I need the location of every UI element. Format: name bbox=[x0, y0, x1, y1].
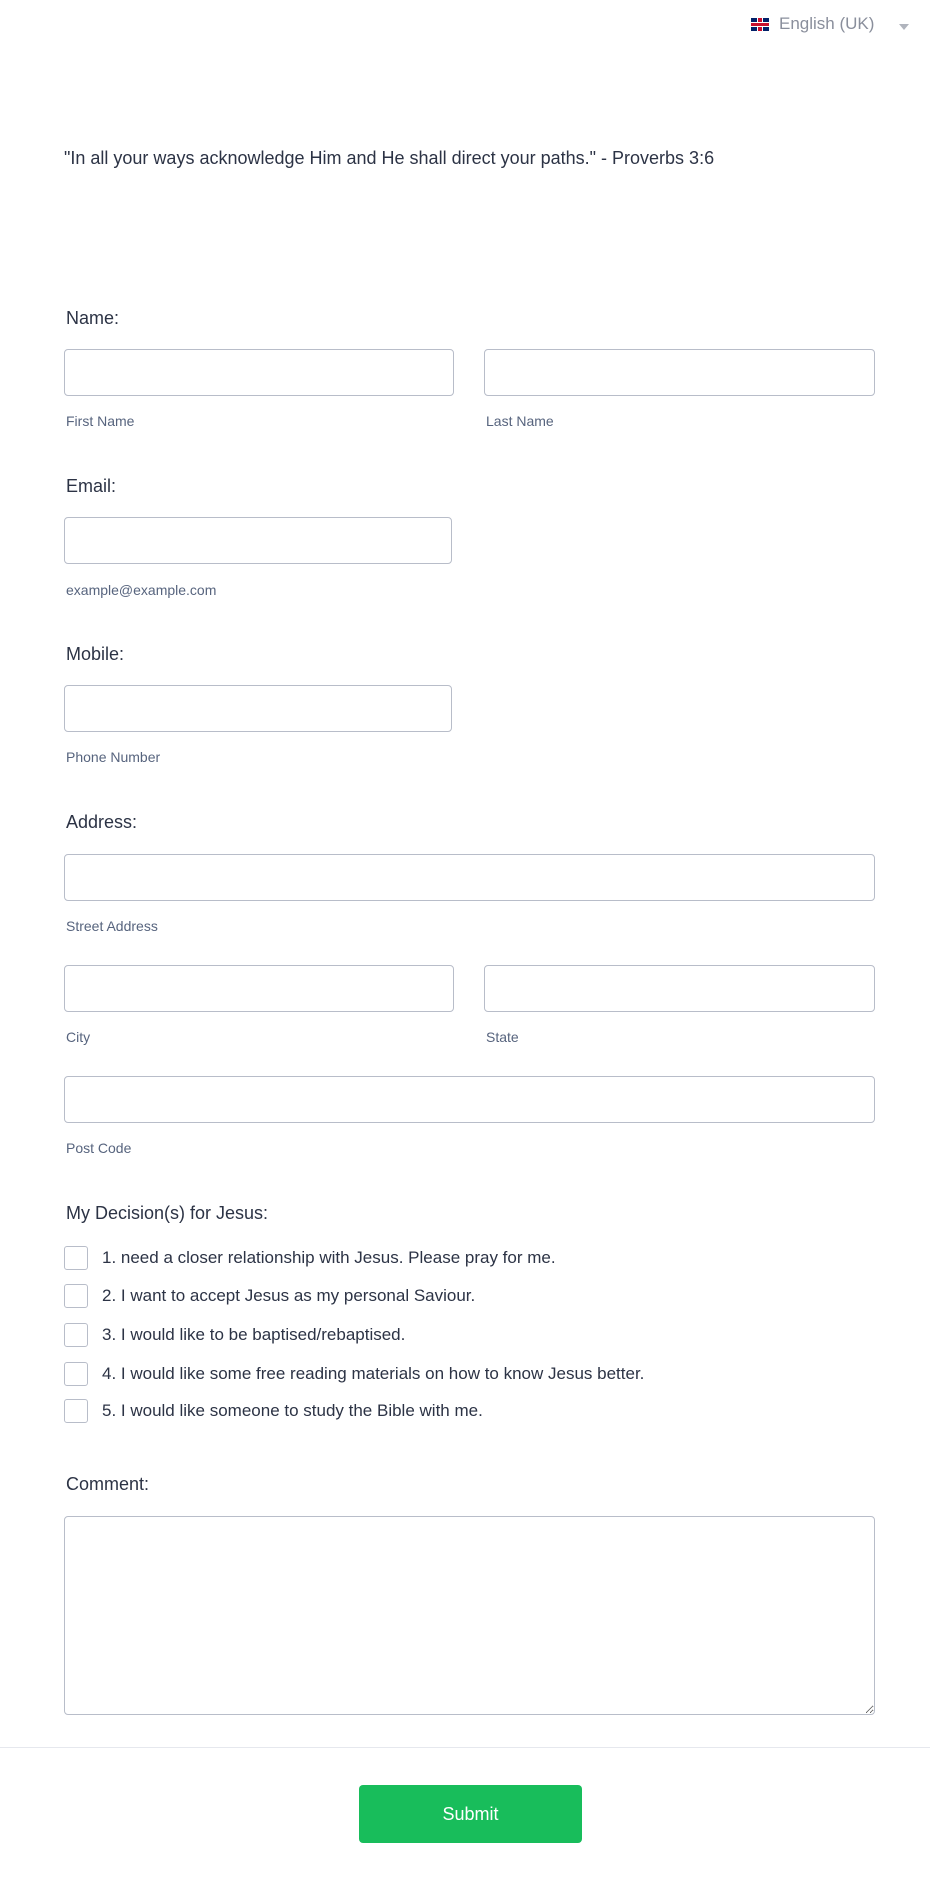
street-address-input[interactable] bbox=[64, 854, 875, 901]
option-label: 1. need a closer relationship with Jesus. Please pray for me. bbox=[102, 1248, 556, 1267]
decision-option[interactable] bbox=[64, 1246, 556, 1270]
checkbox[interactable] bbox=[64, 1323, 88, 1347]
option-label: 5. I would like someone to study the Bible with me. bbox=[102, 1401, 483, 1420]
language-label: English (UK) bbox=[779, 14, 875, 33]
post-code-input[interactable] bbox=[64, 1076, 875, 1123]
bible-quote: "In all your ways acknowledge Him and He shall direct your paths." - Proverbs 3:6 bbox=[64, 148, 715, 168]
state-input[interactable] bbox=[484, 965, 875, 1012]
uk-flag-icon bbox=[751, 18, 769, 31]
decision-option[interactable] bbox=[64, 1284, 475, 1308]
post-code-sublabel: Post Code bbox=[66, 1140, 132, 1156]
decision-option[interactable] bbox=[64, 1362, 644, 1386]
option-label: 3. I would like to be baptised/rebaptised. bbox=[102, 1325, 406, 1344]
decisions-label: My Decision(s) for Jesus: bbox=[66, 1203, 269, 1223]
street-address-sublabel: Street Address bbox=[66, 918, 158, 934]
option-label: 4. I would like some free reading materials on how to know Jesus better. bbox=[102, 1364, 645, 1383]
first-name-input[interactable] bbox=[64, 349, 454, 396]
chevron-down-icon[interactable] bbox=[899, 24, 909, 30]
email-label: Email: bbox=[66, 476, 117, 496]
city-sublabel: City bbox=[66, 1029, 91, 1045]
first-name-sublabel: First Name bbox=[66, 413, 135, 429]
checkbox[interactable] bbox=[64, 1362, 88, 1386]
name-label: Name: bbox=[66, 308, 120, 328]
state-sublabel: State bbox=[486, 1029, 519, 1045]
email-sublabel: example@example.com bbox=[66, 582, 217, 598]
divider bbox=[0, 1747, 930, 1748]
checkbox[interactable] bbox=[64, 1246, 88, 1270]
checkbox[interactable] bbox=[64, 1399, 88, 1423]
mobile-sublabel: Phone Number bbox=[66, 749, 161, 765]
last-name-sublabel: Last Name bbox=[486, 413, 554, 429]
decision-option[interactable] bbox=[64, 1399, 483, 1423]
decision-option[interactable] bbox=[64, 1323, 405, 1347]
address-label: Address: bbox=[66, 812, 138, 832]
checkbox[interactable] bbox=[64, 1284, 88, 1308]
mobile-input[interactable] bbox=[64, 685, 452, 732]
last-name-input[interactable] bbox=[484, 349, 875, 396]
comment-label: Comment: bbox=[66, 1474, 150, 1494]
email-input[interactable] bbox=[64, 517, 452, 564]
option-label: 2. I want to accept Jesus as my personal Saviour. bbox=[102, 1286, 476, 1305]
language-selector[interactable] bbox=[751, 14, 874, 34]
submit-button[interactable]: Submit bbox=[359, 1785, 582, 1843]
mobile-label: Mobile: bbox=[66, 644, 125, 664]
city-input[interactable] bbox=[64, 965, 454, 1012]
comment-textarea[interactable] bbox=[64, 1516, 875, 1715]
